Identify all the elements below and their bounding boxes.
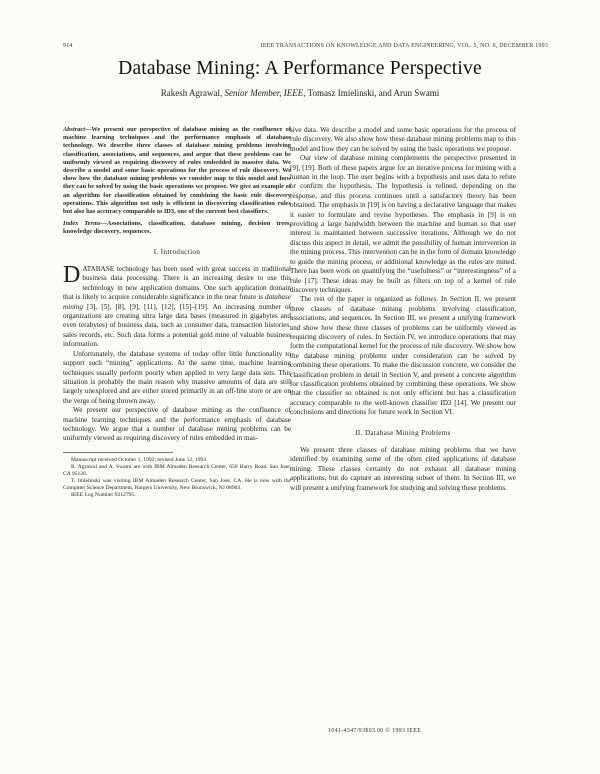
intro-paragraph-2: Unfortunately, the database systems of today offer little functionality to support such “mining” applications. At the same time, machine learning techniques usually perform poorly when applied to very large data sets. This situation is probably the main reason why massive amounts of data are still largely unexplored and are either stored primarily in an off-line store or are on the verge of being thrown away.: [63, 349, 291, 405]
author-name-1: Rakesh Agrawal,: [160, 88, 223, 98]
index-terms-text: Associations, classification, database mining, decision trees, knowledge discovery, sequences.: [63, 220, 291, 236]
copyright-line: 1041-4347/93$03.00 © 1993 IEEE: [328, 728, 422, 734]
drop-cap: D: [63, 262, 81, 289]
abstract-text: We present our perspective of database mining as the confluence of machine learning techniques and the performance emphasis of database technology. We describe three classes of database mining problems involving classification, associations, and sequences, and argue that these problems can be uniformly viewed as requiring discovery of rules embedded in massive data. We describe a model and some basic operations for the process of rule discovery. We show how the database mining problems we consider map to this model and how they can be solved by using the basic operations we propose. We give an example of an algorithm for classification obtained by combining the basic rule discovery operations. This algorithm not only is efficient in discovering classification rules but also has accuracy comparable to ID3, one of the current best classifiers.: [63, 126, 291, 216]
intro-paragraph-4: sive data. We describe a model and some basic operations for the process of rule discovery. We also show how these database mining problems map to this model and how they can be solved by using the basic operations we propose.: [290, 126, 516, 153]
author-title-1: Senior Member, IEEE,: [224, 88, 306, 98]
intro-p1-text: ATABASE technology has been used with great success in traditional business data processing. There is an increasing desire to use this technology in new application domains. One such application domain that is likely to acquire considerable significance in the near future is: [63, 265, 291, 302]
footnote-block: [63, 452, 291, 499]
intro-p1-end: [3], [5], [8], [9], [11], [12], [15]–[19]. An increasing number of organizations are creating ultra large data bases (measured in gigabytes and even terabytes) of business data, such as consumer data, transaction histories, sales records, etc. Such data forms a potential gold mine of valuable business information.: [63, 302, 291, 349]
section-heading-introduction: I. Introduction: [153, 247, 201, 256]
running-header: [63, 43, 548, 49]
intro-paragraph-5: Our view of database mining complements the perspective presented in [9], [19]. Both of these papers argue for an iterative process for mining with a human in the loop. The user begins with a hypothesis and uses data to refute or confirm the hypothesis. The hypothesis is refined, depending on the response, and this process continues until a satisfactory theory has been obtained. The emphasis in [19] is on having a declarative language that makes it easier to formulate and revise hypotheses. The emphasis in [9] is on providing a large bandwidth between the machine and human so that user interest is maintained between successive iterations. Although we do not discuss this aspect in detail, we admit the possibility of human intervention in the mining process. This intervention can be in the form of domain knowledge to guide the mining process, or additional knowledge as the rules are mined. There has been work on quantifying the “usefulness” or “interestingness” of a rule [17]. These ideas may be built as filters on top of a kernel of rule discovery techniques.: [290, 154, 516, 294]
left-column: [63, 126, 291, 499]
footnote-line-3: T. Imielinski was visiting IBM Almaden Research Center, San Jose, CA. He is now with the Computer Science Department, Rutgers University, New Brunswick, NJ 08903.: [63, 477, 291, 491]
author-line: [0, 88, 600, 98]
abstract-label: Abstract—: [63, 126, 92, 133]
index-terms: [63, 220, 291, 236]
author-names-rest: Tomasz Imielinski, and Arun Swami: [307, 88, 440, 98]
intro-p1-italic: database mining: [63, 293, 291, 311]
journal-running-head: IEEE TRANSACTIONS ON KNOWLEDGE AND DATA ENGINEERING, VOL. 5, NO. 6, DECEMBER 1993: [260, 43, 548, 49]
section2-paragraph-1: We present three classes of database mining problems that we have identified by examining some of the often cited applications of database mining. These classes certainly do not exhaust all database mining applications, but do capture an interesting subset of them. In Section III, we will present a unifying framework for studying and solving these problems.: [290, 446, 516, 492]
paper-title: Database Mining: A Performance Perspective: [118, 58, 482, 79]
page-number: 914: [63, 43, 73, 49]
right-column: [290, 126, 516, 493]
footnote-line-4: IEEE Log Number 9212795.: [71, 491, 136, 498]
footnote-line-2: R. Agrawal and A. Swami are with IBM Almaden Research Center, 650 Harry Road, San Jose, CA 95120.: [63, 463, 291, 477]
index-terms-label: Index Terms—: [63, 220, 107, 228]
section-heading-database-mining-problems: II. Database Mining Problems: [355, 428, 451, 437]
footnote-line-1: Manuscript received October 1, 1992; revised June 12, 1993.: [71, 456, 208, 463]
intro-paragraph-1: [63, 262, 291, 350]
intro-paragraph-3: We present our perspective of database mining as the confluence of machine learning techniques and the performance emphasis of database technology. We argue that a number of database mining problems can be uniformly viewed as requiring discovery of rules embedded in mas-: [63, 406, 291, 443]
abstract: [63, 126, 291, 216]
intro-paragraph-6: The rest of the paper is organized as follows. In Section II, we present three classes of database mining problems involving classification, associations, and sequences. In Section III, we present a unifying framework and show how these three classes of problems can be uniformly viewed as requiring discovery of rules. In Section IV, we introduce operations that may form the computational kernel for the process of rule discovery. We show how the database mining problems under consideration can be solved by combining these operations. To make the discussion concrete, we consider the classification problem in detail in Section V, and present a concrete algorithm for classification problems obtained by combining these operations. We show that the classifier so obtained is not only efficient but has a classification accuracy comparable to the well-known classifier ID3 [14]. We present our conclusions and directions for future work in Section VI.: [290, 295, 516, 417]
